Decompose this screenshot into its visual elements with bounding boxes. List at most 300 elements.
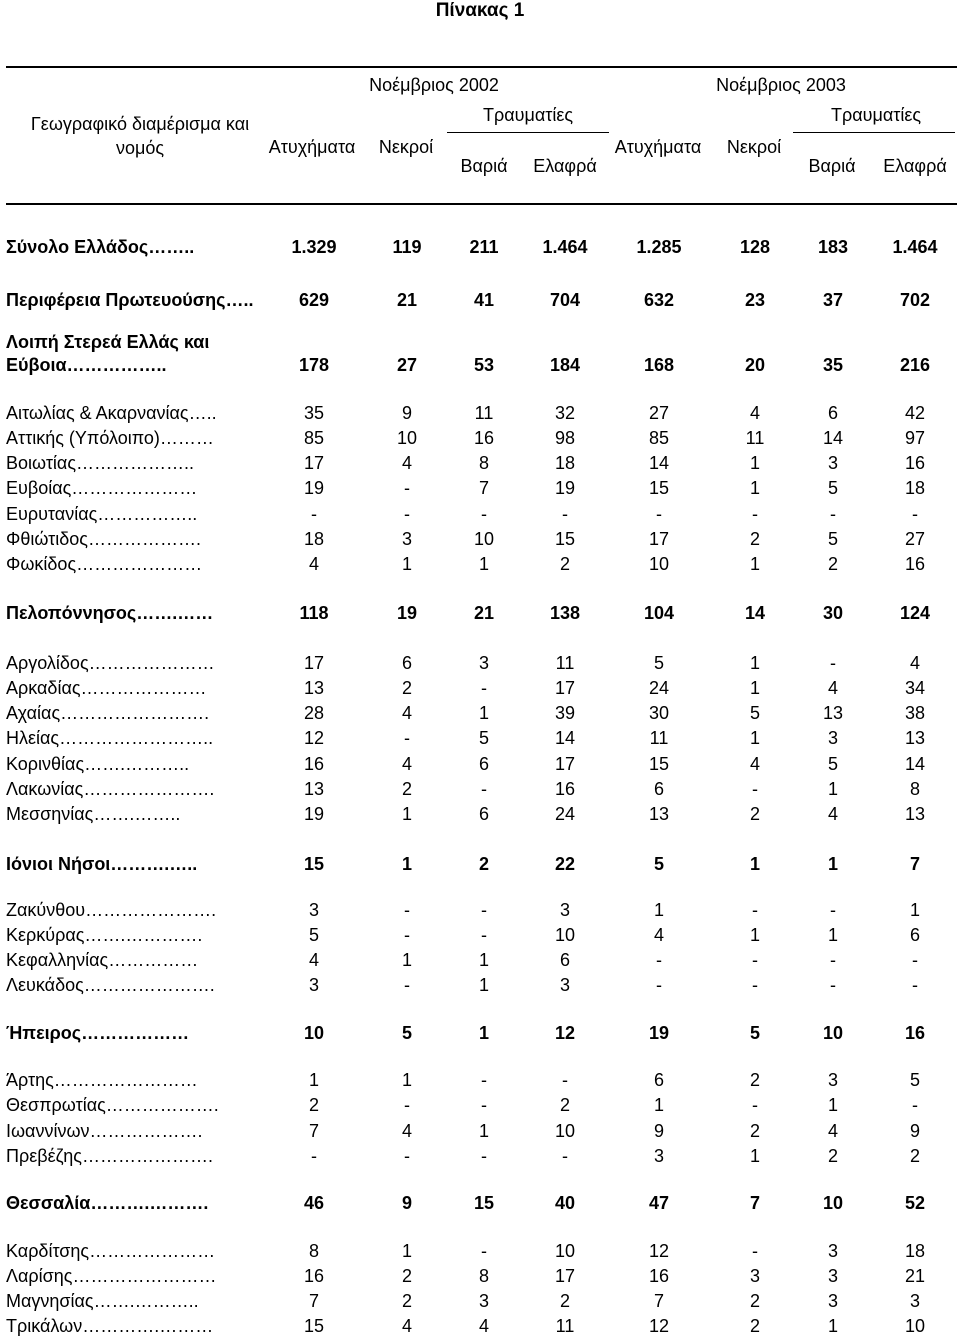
table-cell: - <box>830 975 836 995</box>
table-cell: 21 <box>473 603 495 623</box>
header-period-2002: Νοέμβριος 2002 <box>369 75 499 95</box>
table-cell: 5 <box>827 478 839 498</box>
table-cell: 16 <box>473 428 495 448</box>
table-cell: 2 <box>401 779 413 799</box>
table-cell: 5 <box>749 1023 761 1043</box>
table-cell: 2 <box>308 1095 320 1115</box>
table-cell: - <box>656 504 662 524</box>
table-cell: 2 <box>749 1121 761 1141</box>
table-cell: 18 <box>554 453 576 473</box>
table-row <box>0 853 960 875</box>
row-label: Ευρυτανίας…………….. <box>6 504 198 524</box>
table-cell: - <box>481 1070 487 1090</box>
table-cell: - <box>481 504 487 524</box>
table-cell: 27 <box>904 529 926 549</box>
table-row <box>0 1145 960 1167</box>
table-cell: 1 <box>827 1316 839 1336</box>
table-cell: 53 <box>473 355 495 375</box>
table-cell: 17 <box>554 754 576 774</box>
table-cell: 3 <box>827 1070 839 1090</box>
table-cell: 27 <box>648 403 670 423</box>
row-label: Περιφέρεια Πρωτευούσης….. <box>6 290 254 310</box>
table-cell: 1 <box>478 1023 490 1043</box>
table-cell: 7 <box>308 1291 320 1311</box>
table-cell: 18 <box>303 529 325 549</box>
table-cell: 2 <box>749 1291 761 1311</box>
row-label: Μεσσηνίας…….…….. <box>6 804 181 824</box>
table-row <box>0 803 960 825</box>
table-cell: 1.464 <box>892 237 938 257</box>
table-cell: - <box>830 504 836 524</box>
table-cell: 15 <box>303 1316 325 1336</box>
header-light-2002: Ελαφρά <box>533 156 597 176</box>
table-cell: - <box>752 975 758 995</box>
table-cell: 1 <box>653 900 665 920</box>
table-cell: 30 <box>648 703 670 723</box>
table-cell: 184 <box>549 355 581 375</box>
table-cell: 8 <box>478 453 490 473</box>
row-label: Ιόνιοι Νήσοι……….….. <box>6 854 198 874</box>
table-row <box>0 753 960 775</box>
table-cell: 183 <box>817 237 849 257</box>
row-label: Αχαίας……………………. <box>6 703 210 723</box>
table-row <box>0 899 960 921</box>
header-dead-2003: Νεκροί <box>726 137 782 157</box>
table-cell: 124 <box>899 603 931 623</box>
table-cell: 20 <box>744 355 766 375</box>
table-cell: 2 <box>827 554 839 574</box>
table-cell: 7 <box>749 1193 761 1213</box>
table-cell: 1 <box>749 925 761 945</box>
table-cell: - <box>481 1095 487 1115</box>
header-accidents-2002: Ατυχήματα <box>268 137 356 157</box>
table-cell: 4 <box>308 950 320 970</box>
table-cell: 6 <box>478 754 490 774</box>
table-cell: 27 <box>396 355 418 375</box>
table-cell: 13 <box>648 804 670 824</box>
table-row <box>0 354 960 376</box>
table-cell: 1.464 <box>542 237 588 257</box>
table-row <box>0 1069 960 1091</box>
row-label: Ιωαννίνων………………. <box>6 1121 203 1141</box>
row-label: Θεσσαλία……….………. <box>6 1193 209 1213</box>
table-cell: - <box>830 950 836 970</box>
page-title: Πίνακας 1 <box>435 0 525 21</box>
table-cell: 42 <box>904 403 926 423</box>
row-label: Λοιπή Στερεά Ελλάς και <box>6 332 210 352</box>
table-cell: 21 <box>396 290 418 310</box>
table-row <box>0 677 960 699</box>
table-cell: 7 <box>478 478 490 498</box>
table-cell: 1 <box>749 554 761 574</box>
table-row <box>0 553 960 575</box>
header-severe-2002: Βαριά <box>460 156 508 176</box>
table-row <box>0 1192 960 1214</box>
row-label: Λαρίσης…………………… <box>6 1266 217 1286</box>
table-cell: 3 <box>308 900 320 920</box>
table-row <box>0 477 960 499</box>
table-cell: 11 <box>474 403 494 423</box>
table-cell: 14 <box>554 728 576 748</box>
table-cell: 17 <box>648 529 670 549</box>
table-cell: 178 <box>298 355 330 375</box>
table-cell: 19 <box>303 804 325 824</box>
row-label: Βοιωτίας……………….. <box>6 453 195 473</box>
row-label: Ηλείας…………………….. <box>6 728 214 748</box>
table-cell: 28 <box>303 703 325 723</box>
table-row <box>0 778 960 800</box>
table-cell: - <box>404 925 410 945</box>
table-cell: 2 <box>559 1291 571 1311</box>
table-cell: 23 <box>744 290 766 310</box>
table-cell: 1 <box>749 728 761 748</box>
table-cell: 632 <box>643 290 675 310</box>
table-cell: 3 <box>559 900 571 920</box>
row-label: Εύβοια…………….. <box>6 355 167 375</box>
header-period-2003: Νοέμβριος 2003 <box>716 75 846 95</box>
table-cell: 3 <box>909 1291 921 1311</box>
header-dead-2002: Νεκροί <box>378 137 434 157</box>
table-cell: 7 <box>653 1291 665 1311</box>
row-label: Ευβοίας………………… <box>6 478 198 498</box>
table-cell: 2 <box>827 1146 839 1166</box>
row-label: Κερκύρας…….…………. <box>6 925 203 945</box>
table-cell: 5 <box>749 703 761 723</box>
table-cell: 11 <box>649 728 669 748</box>
table-cell: 19 <box>554 478 576 498</box>
table-row <box>0 427 960 449</box>
table-cell: 5 <box>909 1070 921 1090</box>
table-cell: 13 <box>904 728 926 748</box>
table-cell: - <box>404 975 410 995</box>
table-cell: - <box>752 1241 758 1261</box>
table-cell: - <box>562 1070 568 1090</box>
table-cell: 3 <box>478 1291 490 1311</box>
table-cell: 5 <box>827 754 839 774</box>
table-cell: 12 <box>303 728 325 748</box>
table-row <box>0 727 960 749</box>
table-cell: - <box>404 1146 410 1166</box>
table-cell: 97 <box>904 428 926 448</box>
table-cell: - <box>311 504 317 524</box>
row-label: Αρκαδίας………………… <box>6 678 207 698</box>
table-cell: 9 <box>909 1121 921 1141</box>
table-cell: 2 <box>749 529 761 549</box>
table-cell: 17 <box>303 453 325 473</box>
table-cell: 211 <box>469 237 499 257</box>
table-cell: 1 <box>749 478 761 498</box>
table-cell: 38 <box>904 703 926 723</box>
table-row <box>0 1240 960 1262</box>
table-cell: 3 <box>827 1291 839 1311</box>
table-cell: 2 <box>749 1316 761 1336</box>
table-cell: 4 <box>401 1316 413 1336</box>
table-cell: 10 <box>822 1193 844 1213</box>
table-cell: 1 <box>401 950 413 970</box>
table-cell: 3 <box>559 975 571 995</box>
row-label: Καρδίτσης………………… <box>6 1241 216 1261</box>
table-cell: 17 <box>554 678 576 698</box>
table-row <box>0 402 960 424</box>
table-row <box>0 652 960 674</box>
table-row <box>0 974 960 996</box>
table-cell: - <box>656 950 662 970</box>
table-cell: 1 <box>749 1146 761 1166</box>
row-label: Πελοπόννησος…….…… <box>6 603 214 623</box>
header-severe-2003: Βαριά <box>808 156 856 176</box>
table-cell: 2 <box>559 554 571 574</box>
table-cell: - <box>404 1095 410 1115</box>
table-cell: 4 <box>401 1121 413 1141</box>
table-cell: 4 <box>308 554 320 574</box>
table-cell: 3 <box>827 1266 839 1286</box>
table-cell: 4 <box>749 754 761 774</box>
row-label: Φωκίδος………………… <box>6 554 203 574</box>
table-cell: - <box>752 779 758 799</box>
table-cell: - <box>912 950 918 970</box>
table-cell: - <box>562 1146 568 1166</box>
table-cell: - <box>912 504 918 524</box>
table-cell: 13 <box>904 804 926 824</box>
table-cell: 10 <box>648 554 670 574</box>
table-row <box>0 452 960 474</box>
table-cell: 12 <box>648 1241 670 1261</box>
table-cell: 18 <box>904 1241 926 1261</box>
row-label: Λακωνίας…………………. <box>6 779 215 799</box>
table-cell: 6 <box>478 804 490 824</box>
table-cell: 5 <box>478 728 490 748</box>
table-cell: 15 <box>554 529 576 549</box>
table-cell: 1 <box>478 703 490 723</box>
table-cell: 704 <box>549 290 581 310</box>
table-cell: - <box>830 900 836 920</box>
table-cell: 14 <box>744 603 766 623</box>
table-cell: 1 <box>478 1121 490 1141</box>
table-cell: 10 <box>554 1121 576 1141</box>
table-cell: 8 <box>478 1266 490 1286</box>
table-cell: 168 <box>643 355 675 375</box>
table-cell: 1 <box>749 854 761 874</box>
table-cell: 3 <box>827 728 839 748</box>
table-cell: 9 <box>401 1193 413 1213</box>
table-cell: 15 <box>303 854 325 874</box>
row-label: Αττικής (Υπόλοιπο)……… <box>6 428 214 448</box>
table-cell: 30 <box>822 603 844 623</box>
table-cell: 4 <box>909 653 921 673</box>
table-cell: 4 <box>401 703 413 723</box>
table-cell: 3 <box>827 453 839 473</box>
table-cell: 10 <box>396 428 418 448</box>
table-cell: 10 <box>473 529 495 549</box>
table-cell: 1 <box>401 1070 413 1090</box>
table-row <box>0 1094 960 1116</box>
table-cell: 1 <box>827 1095 839 1115</box>
table-cell: 85 <box>648 428 670 448</box>
table-cell: 1 <box>401 554 413 574</box>
table-cell: 2 <box>401 1266 413 1286</box>
table-cell: 1 <box>401 854 413 874</box>
table-row <box>0 1120 960 1142</box>
table-row <box>0 702 960 724</box>
header-injured-2003: Τραυματίες <box>830 105 922 125</box>
table-cell: 8 <box>308 1241 320 1261</box>
table-cell: 1 <box>749 653 761 673</box>
table-cell: 6 <box>653 779 665 799</box>
table-cell: 12 <box>554 1023 576 1043</box>
table-cell: 35 <box>822 355 844 375</box>
table-cell: 9 <box>653 1121 665 1141</box>
table-cell: 1.285 <box>636 237 682 257</box>
table-cell: 4 <box>653 925 665 945</box>
table-row <box>0 289 960 311</box>
table-cell: 6 <box>401 653 413 673</box>
table-cell: 3 <box>749 1266 761 1286</box>
table-cell: - <box>912 975 918 995</box>
row-label: Πρεβέζης…………………. <box>6 1146 213 1166</box>
table-cell: 24 <box>648 678 670 698</box>
table-cell: 629 <box>298 290 330 310</box>
table-cell: - <box>404 728 410 748</box>
table-row <box>0 1315 960 1337</box>
table-row <box>0 528 960 550</box>
table-cell: 7 <box>308 1121 320 1141</box>
table-cell: 702 <box>899 290 931 310</box>
table-cell: 10 <box>303 1023 325 1043</box>
table-cell: 2 <box>478 854 490 874</box>
row-label: Αργολίδος………………… <box>6 653 215 673</box>
table-cell: 2 <box>401 678 413 698</box>
table-cell: 21 <box>904 1266 926 1286</box>
table-cell: 11 <box>745 428 765 448</box>
row-label: Μαγνησίας…….……….. <box>6 1291 199 1311</box>
table-cell: 2 <box>909 1146 921 1166</box>
table-cell: 13 <box>822 703 844 723</box>
table-cell: 4 <box>827 678 839 698</box>
table-cell: 5 <box>308 925 320 945</box>
table-cell: 2 <box>559 1095 571 1115</box>
header-injured-2002: Τραυματίες <box>482 105 574 125</box>
row-label: Κεφαλληνίας…………… <box>6 950 199 970</box>
row-label: Τρικάλων………….……… <box>6 1316 214 1336</box>
table-cell: 41 <box>473 290 495 310</box>
table-cell: 118 <box>299 603 329 623</box>
table-cell: 14 <box>648 453 670 473</box>
table-cell: 13 <box>303 779 325 799</box>
table-cell: 14 <box>822 428 844 448</box>
table-cell: 2 <box>749 804 761 824</box>
table-cell: 10 <box>554 925 576 945</box>
table-cell: - <box>481 925 487 945</box>
table-cell: 16 <box>904 1023 926 1043</box>
table-cell: 6 <box>909 925 921 945</box>
table-cell: 34 <box>904 678 926 698</box>
table-cell: 1 <box>478 975 490 995</box>
table-cell: 5 <box>653 854 665 874</box>
table-cell: 1 <box>478 554 490 574</box>
table-cell: 12 <box>648 1316 670 1336</box>
table-cell: 1 <box>401 1241 413 1261</box>
table-cell: 128 <box>739 237 771 257</box>
table-cell: 13 <box>303 678 325 698</box>
row-label: Κορινθίας…….……….. <box>6 754 190 774</box>
table-cell: 1 <box>308 1070 320 1090</box>
table-cell: 16 <box>904 453 926 473</box>
table-cell: 15 <box>648 478 670 498</box>
table-cell: 18 <box>904 478 926 498</box>
table-cell: 1 <box>401 804 413 824</box>
table-row <box>0 1265 960 1287</box>
table-cell: 16 <box>554 779 576 799</box>
table-cell: 5 <box>401 1023 413 1043</box>
table-cell: 40 <box>554 1193 576 1213</box>
table-cell: 1.329 <box>291 237 337 257</box>
table-cell: 15 <box>648 754 670 774</box>
table-cell: 10 <box>904 1316 926 1336</box>
table-cell: 32 <box>554 403 576 423</box>
table-row <box>0 331 960 353</box>
table-cell: - <box>752 900 758 920</box>
row-label: Ζακύνθου…………………. <box>6 900 217 920</box>
table-cell: 6 <box>559 950 571 970</box>
table-cell: - <box>481 900 487 920</box>
header-accidents-2003: Ατυχήματα <box>614 137 702 157</box>
table-cell: - <box>481 678 487 698</box>
table-cell: 85 <box>303 428 325 448</box>
table-cell: 8 <box>909 779 921 799</box>
table-cell: 17 <box>303 653 325 673</box>
table-cell: 216 <box>899 355 931 375</box>
table-cell: - <box>404 504 410 524</box>
table-cell: 19 <box>396 603 418 623</box>
table-row <box>0 924 960 946</box>
table-cell: 5 <box>827 529 839 549</box>
table-cell: 3 <box>653 1146 665 1166</box>
table-row <box>0 602 960 624</box>
table-cell: 4 <box>749 403 761 423</box>
table-cell: 3 <box>401 529 413 549</box>
row-label: Λευκάδος…………………. <box>6 975 215 995</box>
table-cell: 6 <box>653 1070 665 1090</box>
row-label: Φθιώτιδος………………. <box>6 529 201 549</box>
table-row <box>0 949 960 971</box>
table-cell: 3 <box>308 975 320 995</box>
table-cell: - <box>830 653 836 673</box>
table-cell: 24 <box>554 804 576 824</box>
table-cell: 2 <box>749 1070 761 1090</box>
row-label: Ήπειρος……………… <box>6 1023 190 1043</box>
table-cell: - <box>752 950 758 970</box>
row-label: Θεσπρωτίας………………. <box>6 1095 219 1115</box>
table-cell: 9 <box>401 403 413 423</box>
table-cell: - <box>562 504 568 524</box>
table-cell: 47 <box>648 1193 670 1213</box>
table-cell: 7 <box>909 854 921 874</box>
table-cell: 52 <box>904 1193 926 1213</box>
table-cell: 16 <box>303 754 325 774</box>
header-light-2003: Ελαφρά <box>883 156 947 176</box>
table-cell: 1 <box>827 854 839 874</box>
table-cell: 15 <box>473 1193 495 1213</box>
table-cell: - <box>404 900 410 920</box>
table-cell: - <box>481 1241 487 1261</box>
table-cell: 46 <box>303 1193 325 1213</box>
table-cell: 3 <box>827 1241 839 1261</box>
table-cell: - <box>404 478 410 498</box>
table-row <box>0 503 960 525</box>
table-cell: 10 <box>554 1241 576 1261</box>
table-cell: 98 <box>554 428 576 448</box>
table-cell: - <box>752 1095 758 1115</box>
